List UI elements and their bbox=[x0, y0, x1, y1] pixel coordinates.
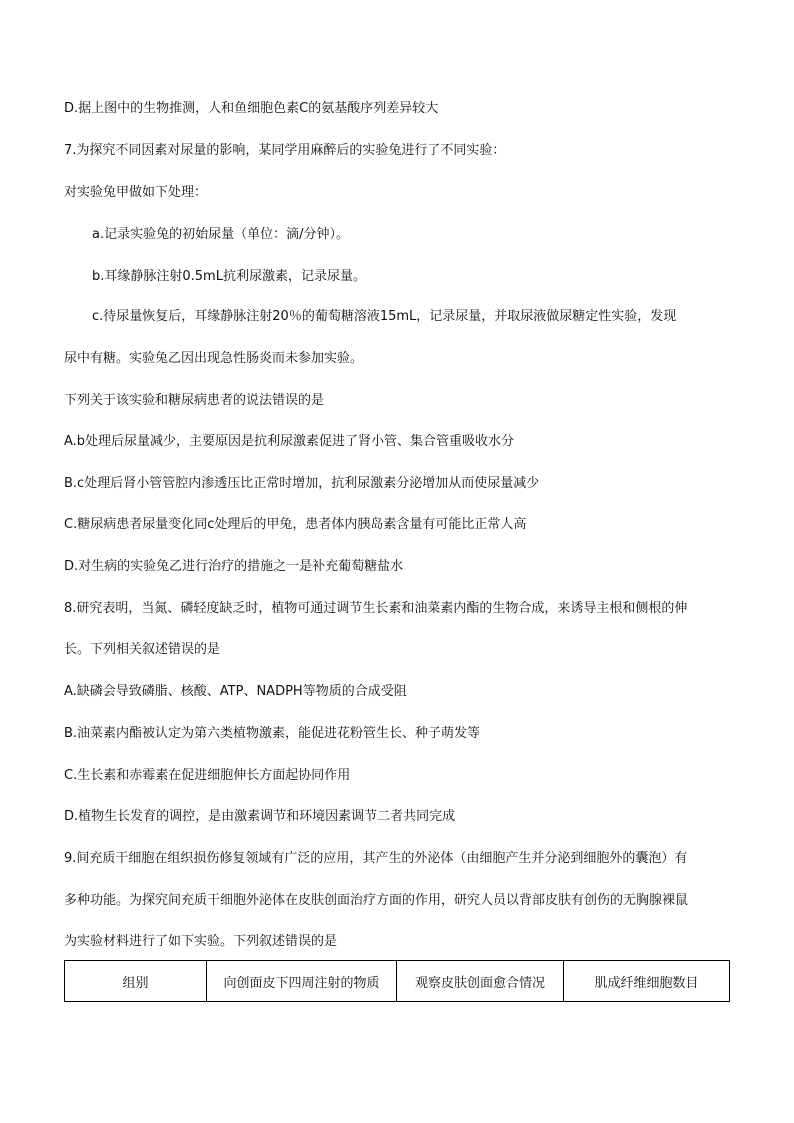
question-7-prompt: 下列关于该实验和糖尿病患者的说法错误的是 bbox=[64, 393, 325, 408]
header-group: 组别 bbox=[65, 961, 207, 1002]
option-a-q7: A.b处理后尿量减少，主要原因是抗利尿激素促进了肾小管、集合管重吸收水分 bbox=[64, 434, 515, 449]
question-8-stem: 8.研究表明，当氮、磷轻度缺乏时，植物可通过调节生长素和油菜素内酯的生物合成，来诱导主根和侧根的伸 bbox=[64, 601, 688, 616]
question-9-prompt: 为实验材料进行了如下实验。下列叙述错误的是 bbox=[64, 934, 338, 949]
question-8-prompt: 长。下列相关叙述错误的是 bbox=[64, 642, 221, 657]
question-7-stem: 7.为探究不同因素对尿量的影响，某同学用麻醉后的实验兔进行了不同实验： bbox=[64, 143, 506, 158]
option-c-q7: C.糖尿病患者尿量变化同c处理后的甲兔，患者体内胰岛素含量有可能比正常人高 bbox=[64, 517, 527, 532]
header-injected-substance: 向创面皮下四周注射的物质 bbox=[207, 961, 397, 1002]
option-d-q8: D.植物生长发育的调控，是由激素调节和环境因素调节二者共同完成 bbox=[64, 809, 456, 824]
option-d-q7: D.对生病的实验兔乙进行治疗的措施之一是补充葡萄糖盐水 bbox=[64, 559, 404, 574]
option-b-q8: B.油菜素内酯被认定为第六类植物激素，能促进花粉管生长、种子萌发等 bbox=[64, 726, 481, 741]
question-9-stem-continued: 多种功能。为探究间充质干细胞外泌体在皮肤创面治疗方面的作用，研究人员以背部皮肤有创伤的无胸腺裸鼠 bbox=[64, 893, 689, 908]
experiment-table bbox=[64, 960, 730, 1002]
header-myofibroblast-count: 肌成纤维细胞数目 bbox=[564, 961, 730, 1002]
question-9-stem: 9.间充质干细胞在组织损伤修复领域有广泛的应用，其产生的外泌体（由细胞产生并分泌到细胞外的囊泡）有 bbox=[64, 851, 688, 866]
table-header-row bbox=[65, 961, 730, 1002]
option-b-q7: B.c处理后肾小管管腔内渗透压比正常时增加，抗利尿激素分泌增加从而使尿量减少 bbox=[64, 476, 540, 491]
header-wound-healing: 观察皮肤创面愈合情况 bbox=[397, 961, 564, 1002]
step-a: a.记录实验兔的初始尿量（单位：滴/分钟）。 bbox=[92, 227, 349, 242]
option-d-q6: D.据上图中的生物推测，人和鱼细胞色素C的氨基酸序列差异较大 bbox=[64, 101, 439, 116]
option-a-q8: A.缺磷会导致磷脂、核酸、ATP、NADPH等物质的合成受阻 bbox=[64, 684, 407, 699]
step-b: b.耳缘静脉注射0.5mL抗利尿激素，记录尿量。 bbox=[92, 269, 366, 284]
step-c: c.待尿量恢复后，耳缘静脉注射20％的葡萄糖溶液15mL，记录尿量，并取尿液做尿糖定性实验，发现 bbox=[92, 309, 677, 324]
question-7-intro: 对实验兔甲做如下处理： bbox=[64, 185, 208, 200]
step-c-continued: 尿中有糖。实验兔乙因出现急性肠炎而未参加实验。 bbox=[64, 351, 364, 366]
option-c-q8: C.生长素和赤霉素在促进细胞伸长方面起协同作用 bbox=[64, 768, 351, 783]
